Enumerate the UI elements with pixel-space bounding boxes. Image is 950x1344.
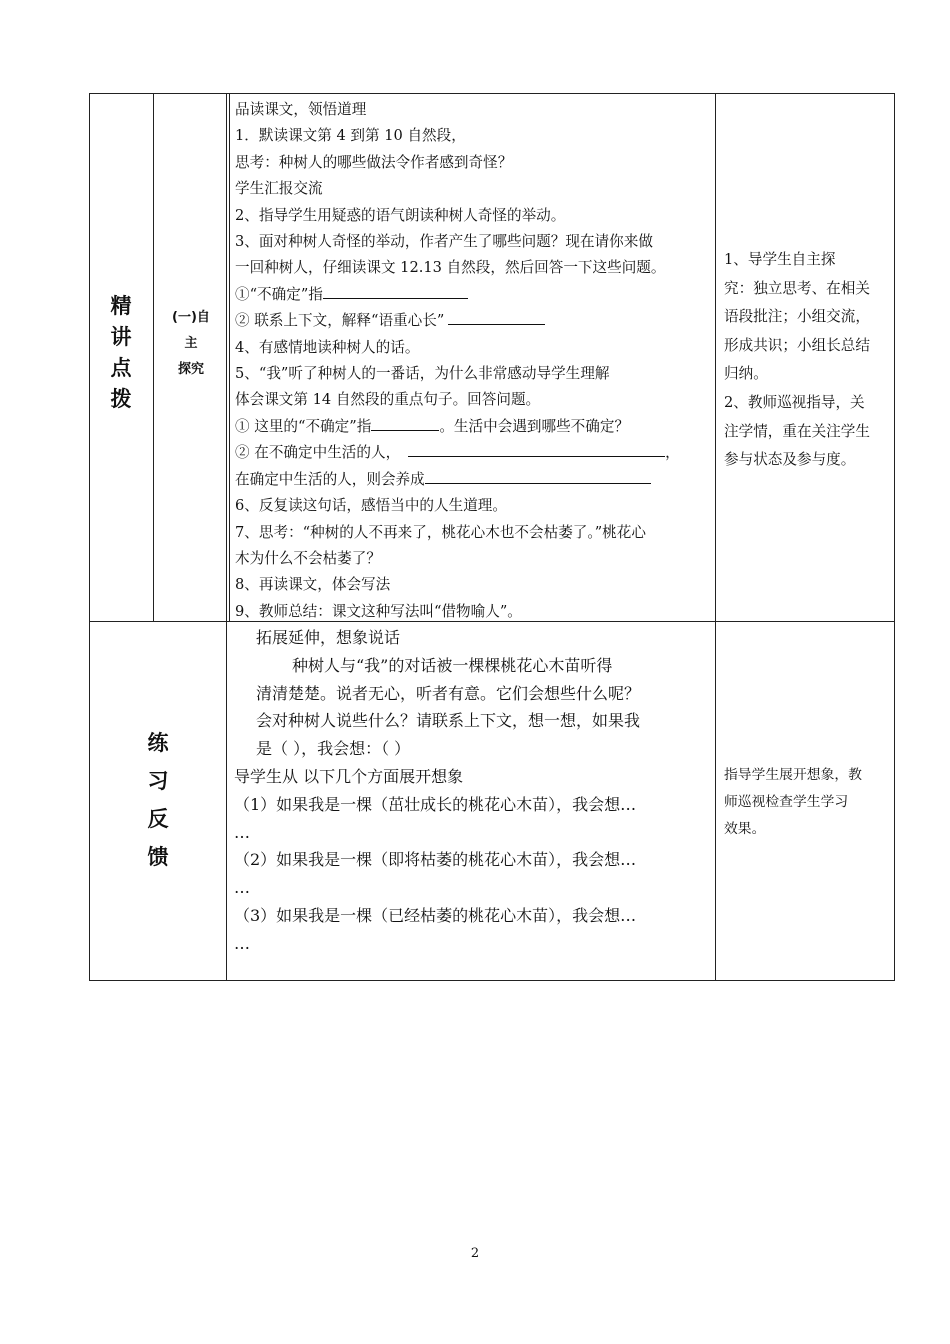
content-line: 木为什么不会枯萎了？: [235, 549, 381, 567]
sub-label-line: 探究: [177, 362, 204, 377]
content-line: 拓展延伸，想象说话: [256, 628, 401, 647]
section1-label-char: 点: [110, 356, 132, 380]
content-line: 7、思考：“种树的人不再来了，桃花心木也不会枯萎了。”桃花心: [235, 523, 646, 541]
content-line-with-blank: [235, 440, 680, 466]
section2-label-char: 反: [147, 807, 169, 831]
content-text: ①“不确定”指: [235, 285, 323, 303]
answer-blank: [371, 416, 439, 431]
content-line: 一回种树人，仔细读课文 12.13 自然段，然后回答一下这些问题。: [235, 259, 666, 277]
content-text: ② 在不确定中生活的人，: [235, 444, 401, 462]
content-line: 5、“我”听了种树人的一番话，为什么非常感动导学生理解: [235, 365, 610, 383]
content-text: 在确定中生活的人，则会养成: [235, 470, 425, 488]
content-text: ② 联系上下文，解释“语重心长”: [235, 312, 445, 330]
content-line: 3、面对种树人奇怪的举动，作者产生了哪些问题？现在请你来做: [235, 233, 653, 251]
section2-label-char: 馈: [147, 845, 169, 869]
answer-blank: [425, 469, 651, 484]
answer-blank: [323, 284, 468, 299]
section1-label-char: 拨: [110, 387, 132, 411]
side-line: 2、教师巡视指导，关: [724, 393, 865, 411]
content-line-with-blank: [235, 414, 680, 440]
content-line: 导学生从 以下几个方面展开想象: [234, 766, 464, 786]
side-line: 效果。: [724, 821, 766, 837]
section2-content: [234, 624, 640, 958]
sub-label-line: (一)自: [172, 310, 210, 325]
content-line: 清清楚楚。说者无心，听者有意。它们会想些什么呢？: [256, 683, 641, 703]
content-line: 思考：种树人的哪些做法令作者感到奇怪？: [235, 153, 513, 171]
content-line: …: [234, 933, 250, 953]
answer-blank: [408, 442, 665, 457]
sub-label-line: 主: [184, 336, 198, 351]
col-divider-label: [153, 93, 154, 621]
page-number: 2: [470, 1246, 480, 1261]
side-line: 参与状态及参与度。: [724, 451, 856, 469]
content-line: 是（ ），我会想：（ ）: [256, 739, 411, 759]
section1-content: [235, 97, 680, 625]
content-line: 会对种树人说些什么？请联系上下文，想一想，如果我: [256, 711, 641, 731]
content-line: （3）如果我是一棵（已经枯萎的桃花心木苗），我会想…: [234, 905, 637, 925]
section1-label-char: 讲: [110, 325, 132, 349]
side-line: 1、导学生自主探: [724, 251, 836, 268]
content-line-with-blank: [235, 467, 680, 493]
content-line: 学生汇报交流: [235, 180, 323, 198]
content-line: 1．默读课文第 4 到第 10 自然段，: [235, 127, 466, 145]
content-text: ① 这里的“不确定”指: [235, 417, 372, 435]
content-line-with-blank: [235, 308, 680, 334]
col-divider-sub-inner: [229, 93, 230, 621]
side-line: 形成共识；小组长总结: [724, 336, 870, 354]
section1-side-notes: [724, 246, 870, 475]
section2-label-char: 练: [147, 731, 169, 755]
section2-side-notes: [724, 762, 862, 843]
content-text: 。生活中会遇到哪些不确定？: [439, 417, 630, 435]
section2-label: [138, 724, 178, 876]
content-line: 6、反复读这句话，感悟当中的人生道理。: [235, 497, 507, 515]
side-line: 究：独立思考、在相关: [724, 279, 870, 297]
content-line: 体会课文第 14 自然段的重点句子。回答问题。: [235, 391, 541, 409]
content-line: 9、教师总结：课文这种写法叫“借物喻人”。: [235, 602, 522, 620]
content-line-with-blank: [235, 282, 680, 308]
content-line: …: [234, 878, 250, 898]
side-line: 师巡视检查学生学习: [724, 794, 849, 810]
section1-label-char: 精: [110, 294, 132, 318]
section2-label-char: 习: [147, 769, 169, 793]
content-line: 8、再读课文，体会写法: [235, 576, 391, 594]
content-line: （2）如果我是一棵（即将枯萎的桃花心木苗），我会想…: [234, 850, 637, 870]
content-text: ，: [665, 444, 680, 462]
col-divider-side: [715, 93, 716, 981]
side-line: 语段批注；小组交流，: [724, 308, 870, 326]
side-line: 注学情，重在关注学生: [724, 422, 870, 440]
content-line: 2、指导学生用疑惑的语气朗读种树人奇怪的举动。: [235, 206, 566, 224]
side-line: 指导学生展开想象，教: [724, 767, 862, 783]
content-line: 品读课文，领悟道理: [235, 101, 367, 118]
answer-blank: [448, 310, 545, 325]
side-line: 归纳。: [724, 365, 768, 383]
col-divider-sub: [226, 93, 227, 981]
section1-label: [101, 291, 141, 415]
content-line: 种树人与“我”的对话被一棵棵桃花心木苗听得: [292, 655, 613, 675]
content-line: 4、有感情地读种树人的话。: [235, 338, 420, 356]
content-line: （1）如果我是一棵（茁壮成长的桃花心木苗），我会想…: [234, 794, 637, 814]
section1-sub-label: [155, 305, 227, 383]
content-line: …: [234, 822, 250, 842]
